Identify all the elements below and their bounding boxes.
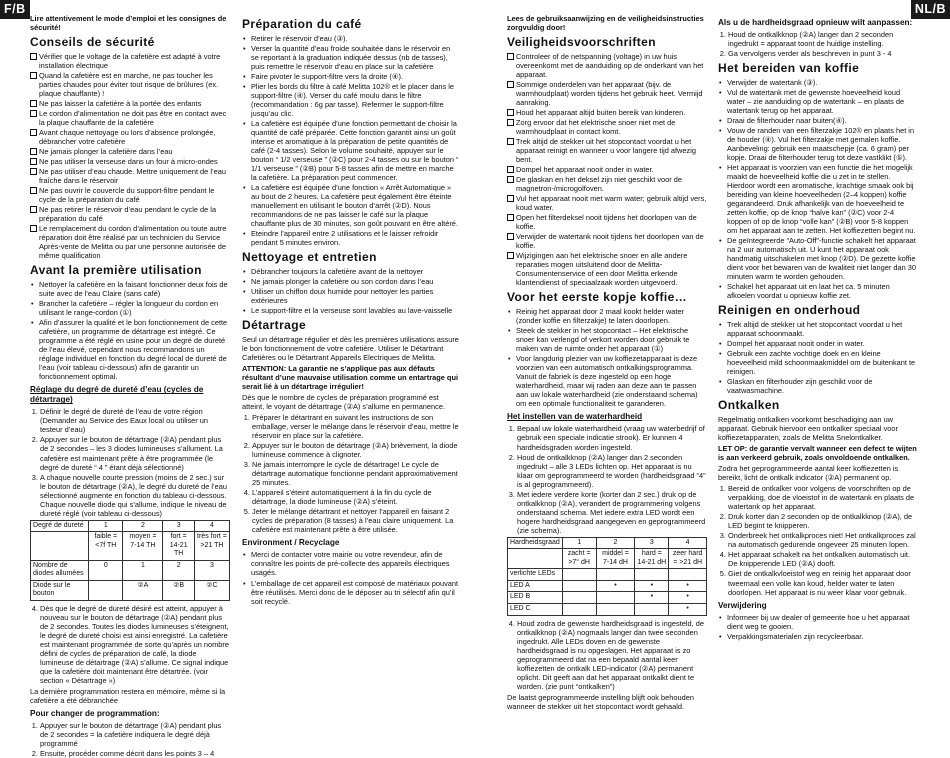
table-cell: hard = 14-21 dH xyxy=(635,549,669,569)
descale-info-nl: Zodra het geprogrammeerde aantal keer koffiezetten is bereikt, licht de ontkalk indicator (②A) permanent op. xyxy=(718,464,899,483)
list-item: • Eteindre l’appareil entre 2 utilisations et le laisser refroidir pendant 5 minutes environ. xyxy=(242,229,460,247)
list-item: Ne pas ouvrir le couvercle du support-filtre pendant le cycle de la préparation du café xyxy=(30,186,230,204)
list-item: • Gebruik een zachte vochtige doek en en kleine hoeveelheid mild schoonmaakmiddel om de buitenkant te reinigen. xyxy=(718,349,918,376)
hardness-after-nl xyxy=(507,619,707,691)
table-cell xyxy=(635,604,669,616)
descale-steps-nl xyxy=(718,484,918,596)
table-cell: 3 xyxy=(194,560,229,580)
list-item: 1. Définir le degré de dureté de l’eau de votre région (Demander au Service des Eaux local ou utiliser un testeur d’eau) xyxy=(40,407,230,434)
table-cell: zacht = >7° dH xyxy=(562,549,596,569)
heading-change-fr: Pour changer de programmation: xyxy=(30,709,160,719)
list-item: • Steek de stekker in het stopcontact – Het elektrische snoer kan verlengd of verkort worden door gebruik te maken van de ruimte onder het apparaat (①) xyxy=(507,326,707,353)
table-cell xyxy=(508,549,563,569)
note-memory-nl: De laatst geprogrammeerde instelling blijft ook behouden wanneer de stekker uit het stopcontact wordt gehaald. xyxy=(507,692,694,711)
list-item: 3. A chaque nouvelle courte pression (moins de 2 sec.) sur le bouton de détartrage (②A), le degré du dureté de l’eau sélectionné augmente en fonction du tableau ci-dessous. Chaque nouvelle diode qui s’allume, indique le niveau de dureté réglé (voir tableau ci-dessous) xyxy=(40,473,230,518)
prep-list-nl xyxy=(718,78,918,301)
table-cell: • xyxy=(669,604,707,616)
table-cell: moyen = 7-14 TH xyxy=(123,532,163,561)
heading-descale-nl: Ontkalken xyxy=(718,398,780,413)
list-item: 1. Appuyer sur le bouton de détartrage (②A) pendant plus de 2 secondes = la cafetière indiquera le degré déjà programmé xyxy=(40,721,230,748)
table-cell: ②B xyxy=(163,580,194,600)
hardness-steps-fr xyxy=(30,407,230,517)
table-row xyxy=(31,580,230,600)
hardness-after-fr xyxy=(30,604,230,685)
table-header: 4 xyxy=(669,537,707,549)
table-cell xyxy=(635,569,669,581)
list-item: 3. Met iedere verdere korte (korter dan 2 sec.) druk op de ontkalkknop (②A), verandert de programmering volgens onderstaand schema. Met iedere extra LED wordt een hogere hardheidsgraad aangegeven en geprogrammeerd (zie schema). xyxy=(517,490,707,535)
list-item: Dompel het apparaat nooit onder in water. xyxy=(507,165,707,174)
list-item: Ne pas utiliser la verseuse dans un four à micro-ondes xyxy=(30,157,230,166)
table-cell xyxy=(562,604,596,616)
language-tab-fb: F/B xyxy=(0,0,30,19)
list-item: 1. Bereid de ontkalker voor volgens de voorschriften op de verpakking, doe de vloeistof in de watertank en plaats de watertank op het apparaat. xyxy=(728,484,918,511)
table-header: 2 xyxy=(123,520,163,532)
list-item: Controleer of de netspanning (voltage) in uw huis overeenkomt met de aanduiding op de onderkant van het apparaat. xyxy=(507,52,707,79)
table-cell: 0 xyxy=(89,560,123,580)
safety-list-nl xyxy=(507,52,707,288)
list-item: Wijzigingen aan het elektrische snoer en alle andere reparaties mogen uitsluitend door de Melitta-Consumentenservice of een door Melitta erkende klantendienst of speciaalzaak worden uitgevoerd. xyxy=(507,251,707,287)
list-item: • Reinig het apparaat door 2 maal kookt helder water (zonder koffie en filterzakje) te laten doorlopen. xyxy=(507,307,707,325)
list-item: • Brancher la cafetière – régler la longueur du cordon en utilisant le range-cordon (①) xyxy=(30,299,230,317)
intro-fr: Lire attentivement le mode d’emploi et les consignes de sécurité! xyxy=(30,14,227,33)
list-item: Le remplacement du cordon d’alimentation ou toute autre réparation doit être réalisé par un technicien du Service Après-vente de Melitta ou par une personne autorisée de même qualification xyxy=(30,224,230,260)
change-steps-nl xyxy=(718,30,918,58)
heading-prep-fr: Préparation du café xyxy=(242,17,362,31)
list-item: • Retirer le réservoir d’eau (③). xyxy=(242,34,460,43)
clean-list-fr xyxy=(242,267,460,315)
descale-steps-fr xyxy=(242,413,460,534)
table-header: 1 xyxy=(562,537,596,549)
list-item: • Ne jamais plonger la cafetière ou son cordon dans l’eau xyxy=(242,277,460,286)
table-cell xyxy=(89,580,123,600)
list-item: • Dompel het apparaat nooit onder in water. xyxy=(718,339,918,348)
table-header: 3 xyxy=(635,537,669,549)
intro-nl: Lees de gebruiksaanwijzing en de veiligheidsinstructies zorgvuldig door! xyxy=(507,14,704,33)
list-item: Ne pas utiliser d’eau chaude. Mettre uniquement de l’eau fraîche dans le réservoir xyxy=(30,167,230,185)
table-cell: Nombre de diodes allumées xyxy=(31,560,89,580)
table-cell: ②C xyxy=(194,580,229,600)
list-item: • Verpakkingsmaterialen zijn recycleerbaar. xyxy=(718,632,918,641)
list-item: • Glaskan en filterhouder zijn geschikt voor de vaatwasmachine. xyxy=(718,377,918,395)
table-cell xyxy=(596,569,635,581)
table-header: 2 xyxy=(596,537,635,549)
table-cell: LED B xyxy=(508,592,563,604)
note-memory-fr: La dernière programmation restera en mémoire, même si la cafetière a été débranchée xyxy=(30,687,226,706)
heading-clean-fr: Nettoyage et entretien xyxy=(242,250,377,265)
table-header: Degré de dureté xyxy=(31,520,89,532)
table-cell: très fort = >21 TH xyxy=(194,532,229,561)
table-row xyxy=(31,560,230,580)
change-steps-fr xyxy=(30,721,230,758)
heading-change-nl: Als u de hardheidsgraad opnieuw wilt aanpassen: xyxy=(718,18,913,27)
list-item: • Draai de filterhouder naar buiten(④). xyxy=(718,116,918,125)
list-item: Vul het apparaat nooit met warm water; gebruik altijd vers, koud water. xyxy=(507,194,707,212)
table-row xyxy=(508,604,707,616)
list-item: Ne pas retirer le réservoir d’eau pendant le cycle de la préparation du café xyxy=(30,205,230,223)
list-item: • Plier les bords du filtre à café Melitta 102® et le placer dans le support-filtre (④). Verser du café moulu dans le filtre (recommandation : 6g par tasse). Refermer le support-filtre jusqu’au clic. xyxy=(242,82,460,118)
column-fr-1 xyxy=(30,14,230,758)
hardness-steps-nl xyxy=(507,424,707,534)
list-item: 4. L’appareil s’éteint automatiquement à la fin du cycle de détartrage, la diode lumineuse (②A) s’éteint. xyxy=(252,488,460,506)
list-item: • Utiliser un chiffon doux humide pour nettoyer les parties extérieures xyxy=(242,287,460,305)
heading-security-fr: Conseils de sécurité xyxy=(30,35,155,50)
list-item: 2. Ensuite, procéder comme décrit dans les points 3 – 4 xyxy=(40,749,230,758)
table-cell xyxy=(562,569,596,581)
list-item: 4. Dès que le degré de dureté désiré est atteint, appuyer à nouveau sur le bouton de détartrage (②A) pendant plus de 2 secondes. Toutes les diodes lumineuses s’éteignent, le degré de dureté choisi est ainsi enregistré. La cafetière est maintenant programmée de sorte qu’après un nombre défini de cycles de préparation de café, la diode lumineuse de détartrage (②A) s’allume. Ce signal indique que la cafetière doit maintenant être détartrée. (voir section « Détartrage ») xyxy=(40,604,230,685)
list-item: • La cafetière est équipée d’une fonction « Arrêt Automatique » au bout de 2 heures. La cafetière peut également être éteinte manuellement en utilisant le bouton d’arrêt (②D). Nous recommandons de ne pas laisser le café sur la plaque chauffante plus de 30 minutes, son goût pouvant en être altéré. xyxy=(242,183,460,228)
table-cell xyxy=(596,592,635,604)
list-item: Zorg ervoor dat het elektrische snoer niet met de warmhoudplaat in contact komt. xyxy=(507,118,707,136)
list-item: Open het filterdeksel nooit tijdens het doorlopen van de koffie. xyxy=(507,213,707,231)
table-cell xyxy=(596,604,635,616)
heading-safety-nl: Veiligheidsvoorschriften xyxy=(507,35,656,50)
list-item: • Débrancher toujours la cafetière avant de la nettoyer xyxy=(242,267,460,276)
list-item: • Vouw de randen van een filterzakje 102® en plaats het in de houder (④). Vul het filterzakje met gemalen koffie. Aanbeveling: gebruik een maatschepje (ca. 6 gram) per kopje. Draai de filterhouder terug tot deze vastklikt (⑤). xyxy=(718,126,918,162)
env-list-fr xyxy=(242,550,460,605)
hardness-table-fr xyxy=(30,520,230,601)
list-item: 2. Ga vervolgens verder als beschreven in punt 3 - 4 xyxy=(728,49,918,58)
hardness-table-nl xyxy=(507,537,707,616)
table-cell xyxy=(31,532,89,561)
descale-warning-fr: ATTENTION: La garantie ne s’applique pas aux défauts résultant d’une mauvaise utilisation comme un entartrage qui serait lié à un détartrage irrégulier! xyxy=(242,363,459,391)
list-item: Houd het apparaat altijd buiten bereik van kinderen. xyxy=(507,108,707,117)
table-cell: Diode sur le bouton xyxy=(31,580,89,600)
table-cell: 2 xyxy=(163,560,194,580)
list-item: 2. Houd de ontkalkknop (②A) langer dan 2 seconden ingedrukt – alle 3 LEDs lichten op. Het apparaat is nu klaar om geprogrammeerd te worden (hardheidsgraad “4” is al geprogrammeerd). xyxy=(517,453,707,489)
list-item: • Schakel het apparaat uit en laat het ca. 5 minuten afkoelen voordat u opnieuw koffie zet. xyxy=(718,282,918,300)
list-item: • Het apparaat is voorzien van een functie die het mogelijk maakt de hoeveelheid koffie die u zet in te stellen. Hierdoor wordt een aromatische, krachtige smaak ook bij bereiding van kleine hoeveelheden (2–4 koppen) koffie gegarandeerd. Druk afhankelijk van de hoeveelheid te zetten koffie, op de knop “halve kan” (②C) voor 2-4 koppen of op de knop “volle kan” (②B) voor 5-8 koppen om het apparaat aan te zetten. Het koffiezetten begint nu. xyxy=(718,163,918,235)
first-use-list-nl xyxy=(507,307,707,408)
list-item: • Afin d’assurer la qualité et le bon fonctionnement de cette cafetière, un programme de détartrage est intégré. Ce programme a été réglé en usine pour un degré de dureté de l’eau élevé, cependant nous recommandons un réglage individuel en fonction du degré local de dureté de l’eau (voir tableau ci-dessous) afin de garantir un fonctionnement optimal. xyxy=(30,318,230,381)
table-header: Hardheidsgraad xyxy=(508,537,563,549)
table-cell: 1 xyxy=(123,560,163,580)
list-item: 3. Onderbreek het ontkalkproces niet! Het ontkalkproces zal na automatisch gedurende ongeveer 25 minuten lopen. xyxy=(728,531,918,549)
descale-intro-fr: Seul un détartrage régulier et dès les premières utilisations assure le bon fonctionnement de votre cafetière. Utiliser le Détartrant Cafetières ou le Détartrant Appareils Electriques de Melitta. xyxy=(242,334,459,362)
table-cell: • xyxy=(635,580,669,592)
list-item: 1. Houd de ontkalkknop (②A) langer dan 2 seconden ingedrukt = apparaat toont de huidige instelling. xyxy=(728,30,918,48)
list-item: 3. Ne jamais interrompre le cycle de détartrage! Le cycle de détartrage automatique fonctionne pendant approximativement 25 minutes. xyxy=(252,460,460,487)
column-nl-1 xyxy=(507,14,707,711)
list-item: 5. Giet de ontkalkvloeistof weg en reinig het apparaat door tweemaal een volle kan koud, helder water te laten doorlopen. Het apparaat is nu weer klaar voor gebruik. xyxy=(728,569,918,596)
list-item: Avant chaque nettoyage ou lors d’absence prolongée, débrancher votre cafetière xyxy=(30,128,230,146)
list-item: • Nettoyer la cafetière en la faisant fonctionner deux fois de suite avec de l’eau Claire (sans café) xyxy=(30,280,230,298)
list-item: 4. Het apparaat schakelt na het ontkalken automatisch uit. De knipperende LED (②A) dooft. xyxy=(728,550,918,568)
table-header: 4 xyxy=(194,520,229,532)
list-item: • Verwijder de watertank (③). xyxy=(718,78,918,87)
list-item: Quand la cafetière est en marche, ne pas toucher les parties chaudes pour éviter tout risque de brûlures (ex. plaque chauffante) ! xyxy=(30,71,230,98)
list-item: Ne jamais plonger la cafetière dans l’eau xyxy=(30,147,230,156)
list-item: 4. Houd zodra de gewenste hardheidsgraad is ingesteld, de ontkalkknop (②A) nogmaals langer dan twee seconden ingedrukt. Alle LEDs doven en de gewenste hardheidsgraad is nu opgeslagen. Het apparaat is zo geprogrammeerd dat na een bepaald aantal keer koffiezetten de ontkalk LED-indicator (②A) permanent oplicht. Dit geeft aan dat het apparaat ontkalkt dient te worden. (zie punt “ontkalken”) xyxy=(517,619,707,691)
table-cell: LED C xyxy=(508,604,563,616)
security-list-fr xyxy=(30,52,230,261)
table-cell: verlichte LEDs xyxy=(508,569,563,581)
list-item: Trek altijd de stekker uit het stopcontact voordat u het apparaat reinigt en wanneer u voor langere tijd afwezig bent. xyxy=(507,137,707,164)
list-item: • Merci de contacter votre mairie ou votre revendeur, afin de connaître les points de pré-collecte des appareils électriques usagés. xyxy=(242,550,460,577)
list-item: Ne pas laisser la cafetière à la portée des enfants xyxy=(30,99,230,108)
table-cell: zeer hard = >21 dH xyxy=(669,549,707,569)
list-item: • Le support-filtre et la verseuse sont lavables au lave-vaisselle xyxy=(242,306,460,315)
list-item: Vérifier que le voltage de la cafetière est adapté à votre installation électrique xyxy=(30,52,230,70)
table-cell xyxy=(669,569,707,581)
table-cell: middel = 7-14 dH xyxy=(596,549,635,569)
table-cell xyxy=(562,580,596,592)
heading-hardness-fr: Réglage du degré de dureté d’eau (cycles de détartrage) xyxy=(30,385,204,405)
list-item: 2. Druk korter dan 2 seconden op de ontkalkknop (②A), de LED begint te knipperen. xyxy=(728,512,918,530)
table-row xyxy=(508,569,707,581)
table-cell: ②A xyxy=(123,580,163,600)
list-item: • Verser la quantité d’eau froide souhaitée dans le réservoir en se reportant à la graduation indiquée dessus (nb de tasses), puis remettre le réservoir d’eau en place sur la cafetière xyxy=(242,44,460,71)
list-item: 2. Appuyer sur le bouton de détartrage (②A) pendant plus de 2 secondes – les 3 diodes lumineuses s’allument. La cafetière est maintenant prête à être programmée (le degré de dureté “ 4 ” étant déjà sélectionné) xyxy=(40,435,230,471)
table-cell xyxy=(562,592,596,604)
table-cell: • xyxy=(596,580,635,592)
list-item: • La cafetière est équipée d’une fonction permettant de choisir la quantité de café préparée. Cette fonction garantit ainsi un goût intense et aromatique à la préparation de petite quantités de café (2-4 tasses). Selon le volume souhaité, appuyer sur le bouton “ 1/2 verseuse ” (②C) pour 2-4 tasses ou sur le bouton “ 1/1 verseuse ” (②B) pour 5-8 tasses afin de mettre en marche la cafetière. La préparation peut commencer. xyxy=(242,119,460,182)
table-cell: • xyxy=(669,592,707,604)
table-cell: faible = <7f TH xyxy=(89,532,123,561)
table-cell: • xyxy=(669,580,707,592)
table-header: 1 xyxy=(89,520,123,532)
clean-list-nl xyxy=(718,320,918,395)
heading-env-fr: Environment / Recyclage xyxy=(242,538,340,548)
table-row xyxy=(508,580,707,592)
list-item: • Informeer bij uw dealer of gemeente hoe u het apparaat dient weg te gooien. xyxy=(718,613,918,631)
list-item: 1. Bepaal uw lokale waterhardheid (vraag uw waterbedrijf of gebruik een speciale indicatie strook). Er kunnen 4 hardheidsgraden worden ingesteld. xyxy=(517,424,707,451)
column-nl-2 xyxy=(718,14,918,670)
prep-list-fr xyxy=(242,34,460,248)
list-item: • Trek altijd de stekker uit het stopcontact voordat u het apparaat schoonmaakt. xyxy=(718,320,918,338)
first-use-list-fr xyxy=(30,280,230,381)
list-item: 2. Appuyer sur le bouton de détartrage (②A) brièvement, la diode lumineuse commence à clignoter. xyxy=(252,441,460,459)
list-item: • Voor langdurig plezier van uw koffiezetapparaat is deze voorzien van een automatisch ontkalkingsprogramma. Vanuit de fabriek is deze ingesteld op een hoge waterhardheid, maar wij raden aan deze aan te passen aan uw lokale waterhardheid (zie onderstaand schema) om een optimale functionaliteit te garanderen. xyxy=(507,354,707,408)
heading-env-nl: Verwijdering xyxy=(718,600,767,610)
list-item: • De geïntegreerde “Auto-Off”-functie schakelt het apparaat na 2 uur automatisch uit. U kunt het apparaat ook handmatig uitschakelen met knop (②D). De gezette koffie dient voor het bewaren van de kwaliteit niet langer dan 30 minuten warm te worden gehouden. xyxy=(718,236,918,281)
heading-prep-nl: Het bereiden van koffie xyxy=(718,61,860,76)
list-item: Le cordon d’alimentation ne doit pas être en contact avec la plaque chauffante de la cafetière xyxy=(30,109,230,127)
heading-first-use-fr: Avant la première utilisation xyxy=(30,263,202,278)
descale-info-fr: Dès que le nombre de cycles de préparation programmé est atteint, le voyant de détartrage (②A) s’allume en permanence. xyxy=(242,392,445,411)
heading-clean-nl: Reinigen en onderhoud xyxy=(718,303,861,318)
table-row xyxy=(508,592,707,604)
list-item: • Faire pivoter le support-filtre vers la droite (④). xyxy=(242,72,460,81)
descale-intro-nl: Regelmatig ontkalken voorkomt beschadiging aan uw apparaat. Gebruik hiervoor een ontkalker speciaal voor koffiezetapparaten, zoals de Melitta Snelontkalker. xyxy=(718,414,898,443)
list-item: Sommige onderdelen van het apparaat (bijv. de warmhoudplaat) worden tijdens het gebruik heet. Vermijd aanraking. xyxy=(507,80,707,107)
list-item: De glaskan en het deksel zijn niet geschikt voor de magnetron-/microgolfoven. xyxy=(507,175,707,193)
list-item: • Vul de watertank met de gewenste hoeveelheid koud water – zie aanduiding op de watertank – en plaats de watertank terug op het apparaat. xyxy=(718,88,918,115)
language-tab-nlb: NL/B xyxy=(911,0,950,19)
list-item: Verwijder de watertank nooit tijdens het doorlopen van de koffie. xyxy=(507,232,707,250)
column-fr-2 xyxy=(242,14,460,670)
heading-hardness-nl: Het instellen van de waterhardheid xyxy=(507,412,643,422)
list-item: 5. Jeter le mélange détartrant et nettoyer l’appareil en faisant 2 cycles de préparation (8 tasses) à l’eau claire uniquement. La cafetière est maintenant prête à être utilisée. xyxy=(252,507,460,534)
descale-warning-nl: LET OP: de garantie vervalt wanneer een defect te wijten is aan verkeerd gebruik, zoals onvoldoende ontkalken. xyxy=(718,444,917,463)
heading-first-use-nl: Voor het eerste kopje koffie… xyxy=(507,290,688,305)
list-item: 1. Préparer le détartrant en suivant les instructions de son emballage, verser le mélange dans le réservoir d’eau, mettre le réservoir en place sur la cafetière. xyxy=(252,413,460,440)
table-cell: fort = 14-21 TH xyxy=(163,532,194,561)
table-header: 3 xyxy=(163,520,194,532)
list-item: • L’emballage de cet appareil est composé de matériaux pouvant être réutilisés. Merci donc de le déposer au tri sélectif afin qu’il soit recyclé. xyxy=(242,579,460,606)
env-list-nl xyxy=(718,613,918,641)
table-cell: • xyxy=(635,592,669,604)
table-cell: LED A xyxy=(508,580,563,592)
heading-descale-fr: Détartrage xyxy=(242,318,307,333)
